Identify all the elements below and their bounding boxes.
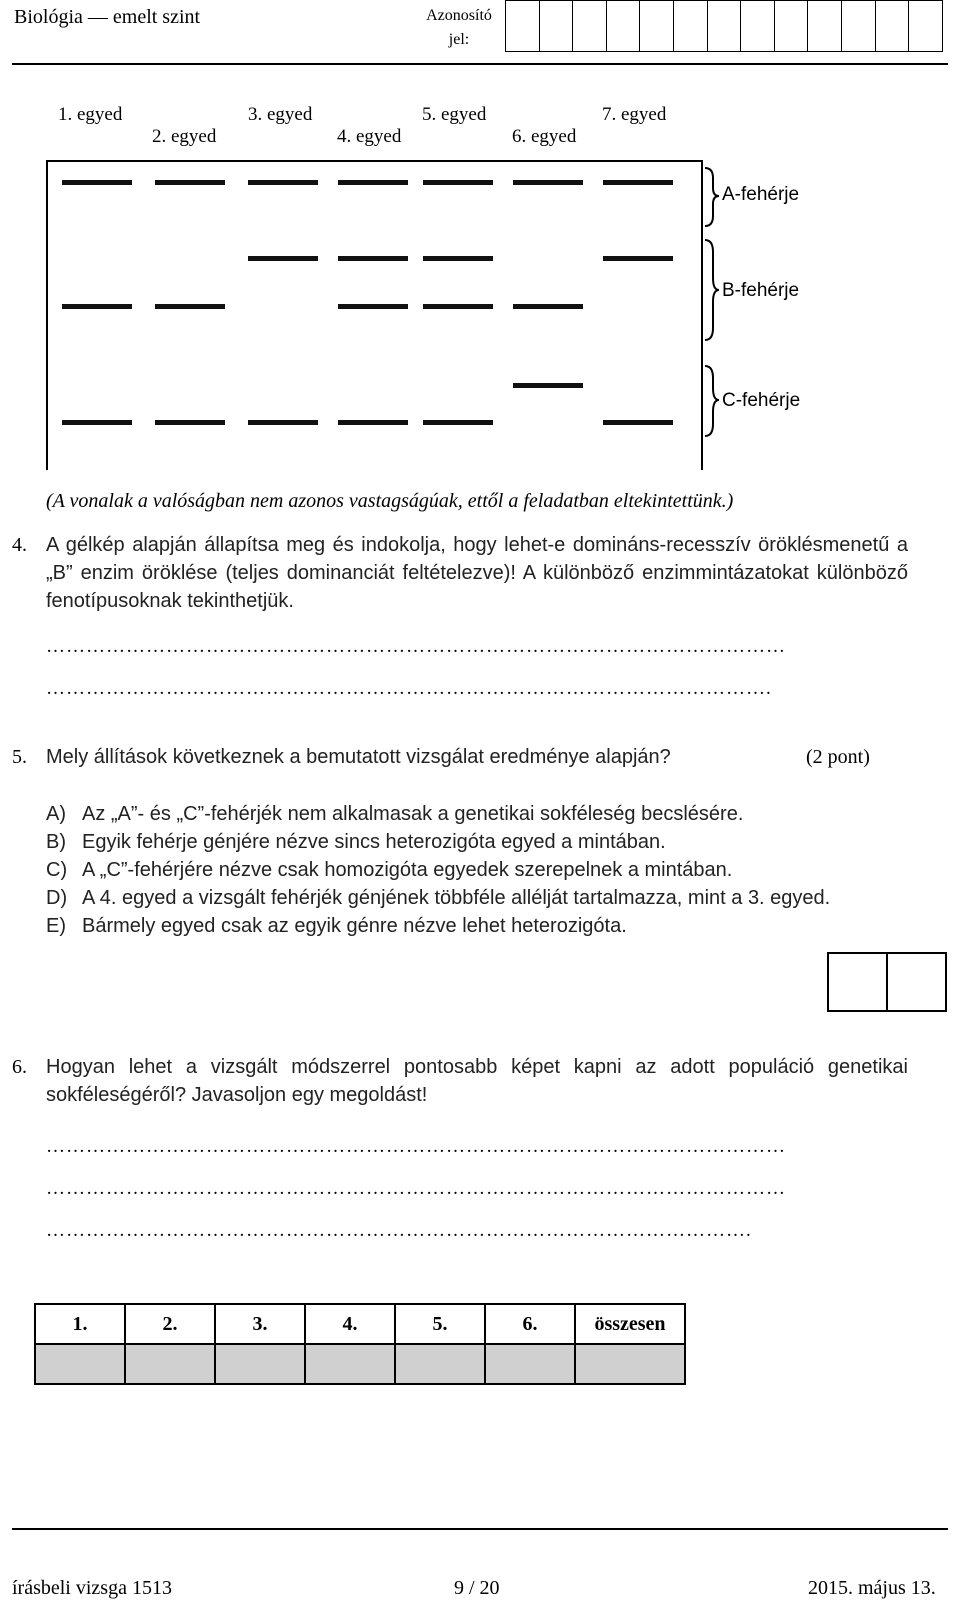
footer-page-number: 9 / 20 (454, 1577, 500, 1599)
score-table-values (35, 1344, 685, 1384)
question-5-points: (2 pont) (806, 746, 870, 768)
band-lane-1-c2 (62, 420, 132, 425)
lane-label-7: 7. egyed (602, 104, 667, 125)
question-6-answer-line-3[interactable]: ……………………………………………………………………………………………. (46, 1220, 752, 1241)
answer-cell-2[interactable] (888, 954, 945, 1010)
protein-label-c: C-fehérje (722, 390, 801, 411)
lane-label-3: 3. egyed (248, 104, 313, 125)
question-4-number: 4. (12, 534, 27, 556)
question-4-answer-line-1[interactable]: ………………………………………………………………………………………………… (46, 636, 786, 657)
band-lane-5-b1 (423, 256, 493, 261)
lane-label-1: 1. egyed (58, 104, 123, 125)
lane-label-6: 6. egyed (512, 126, 577, 147)
score-header-2: 2. (125, 1304, 215, 1344)
band-lane-7-c2 (603, 420, 673, 425)
band-lane-3-c2 (248, 420, 318, 425)
answer-cell-1[interactable] (829, 954, 888, 1010)
band-lane-7-a (603, 180, 673, 185)
footer-divider (12, 1528, 948, 1530)
score-cell-3[interactable] (215, 1344, 305, 1384)
band-lane-7-b1 (603, 256, 673, 261)
score-cell-4[interactable] (305, 1344, 395, 1384)
gel-bands (0, 0, 960, 480)
score-cell-6[interactable] (485, 1344, 575, 1384)
score-header-5: 5. (395, 1304, 485, 1344)
question-5-text: Mely állítások következnek a bemutatott vizsgálat eredménye alapján? (46, 746, 671, 768)
option-b: B) Egyik fehérje génjére nézve sincs heterozigóta egyed a mintában. (46, 831, 666, 853)
option-c: C) A „C”-fehérjére nézve csak homozigóta egyedek szerepelnek a mintában. (46, 859, 733, 881)
band-lane-4-b1 (338, 256, 408, 261)
question-5-answer-boxes[interactable] (827, 952, 947, 1012)
score-header-6: 6. (485, 1304, 575, 1344)
question-6-number: 6. (12, 1056, 27, 1078)
score-header-total: összesen (575, 1304, 685, 1344)
band-lane-6-a (513, 180, 583, 185)
band-lane-1-b2 (62, 304, 132, 309)
score-table (34, 1303, 686, 1385)
brace-c (705, 366, 719, 436)
question-4-answer-line-2[interactable]: ………………………………………………………………………………………………. (46, 678, 772, 699)
band-lane-6-c1 (513, 383, 583, 388)
band-lane-5-b2 (423, 304, 493, 309)
question-6-text: Hogyan lehet a vizsgált módszerrel pontosabb képet kapni az adott populáció genetikai sokféleségéről? Javasoljon egy megoldást! (46, 1056, 908, 1106)
brace-a (705, 168, 719, 226)
band-lane-4-b2 (338, 304, 408, 309)
option-d: D) A 4. egyed a vizsgált fehérjék génjének többféle allélját tartalmazza, mint a 3. egyed. (46, 887, 831, 909)
score-header-3: 3. (215, 1304, 305, 1344)
candidate-id-label: Azonosító jel: (426, 7, 492, 48)
band-lane-3-a (248, 180, 318, 185)
score-table-header (35, 1304, 685, 1344)
lane-label-2: 2. egyed (152, 126, 217, 147)
lane-label-4: 4. egyed (337, 126, 402, 147)
question-5-number: 5. (12, 746, 27, 768)
score-header-4: 4. (305, 1304, 395, 1344)
protein-label-a: A-fehérje (722, 184, 800, 205)
band-lane-1-a (62, 180, 132, 185)
band-lane-5-a (423, 180, 493, 185)
brace-b (705, 240, 719, 340)
band-lane-2-c2 (155, 420, 225, 425)
option-e: E) Bármely egyed csak az egyik génre nézve lehet heterozigóta. (46, 915, 627, 937)
protein-label-b: B-fehérje (722, 280, 800, 301)
option-a: A) Az „A”- és „C”-fehérjék nem alkalmasak a genetikai sokféleség becslésére. (46, 803, 744, 825)
score-cell-2[interactable] (125, 1344, 215, 1384)
question-6-answer-line-1[interactable]: ………………………………………………………………………………………………… (46, 1136, 786, 1157)
question-4-text: A gélkép alapján állapítsa meg és indokolja, hogy lehet-e domináns-recesszív öröklésmenetű a „B” enzim öröklése (teljes dominanciát feltételezve)! A különböző enzimmintázatokat különböző fenotípusoknak tekinthetjük. (46, 534, 908, 612)
band-lane-2-b2 (155, 304, 225, 309)
question-6-answer-line-2[interactable]: ………………………………………………………………………………………………… (46, 1178, 786, 1199)
band-lane-3-b1 (248, 256, 318, 261)
figure-caption: (A vonalak a valóságban nem azonos vastagságúak, ettől a feladatban eltekintettünk.) (46, 490, 734, 512)
band-lane-5-c2 (423, 420, 493, 425)
band-lane-4-c2 (338, 420, 408, 425)
question-5-options (46, 800, 908, 940)
band-lane-2-a (155, 180, 225, 185)
band-lane-4-a (338, 180, 408, 185)
score-header-1: 1. (35, 1304, 125, 1344)
footer-exam-code: írásbeli vizsga 1513 (12, 1577, 172, 1599)
score-cell-1[interactable] (35, 1344, 125, 1384)
lane-label-5: 5. egyed (422, 104, 487, 125)
score-cell-5[interactable] (395, 1344, 485, 1384)
footer-date: 2015. május 13. (808, 1577, 936, 1599)
score-cell-total[interactable] (575, 1344, 685, 1384)
exam-subject-title: Biológia — emelt szint (14, 6, 201, 28)
band-lane-6-b2 (513, 304, 583, 309)
